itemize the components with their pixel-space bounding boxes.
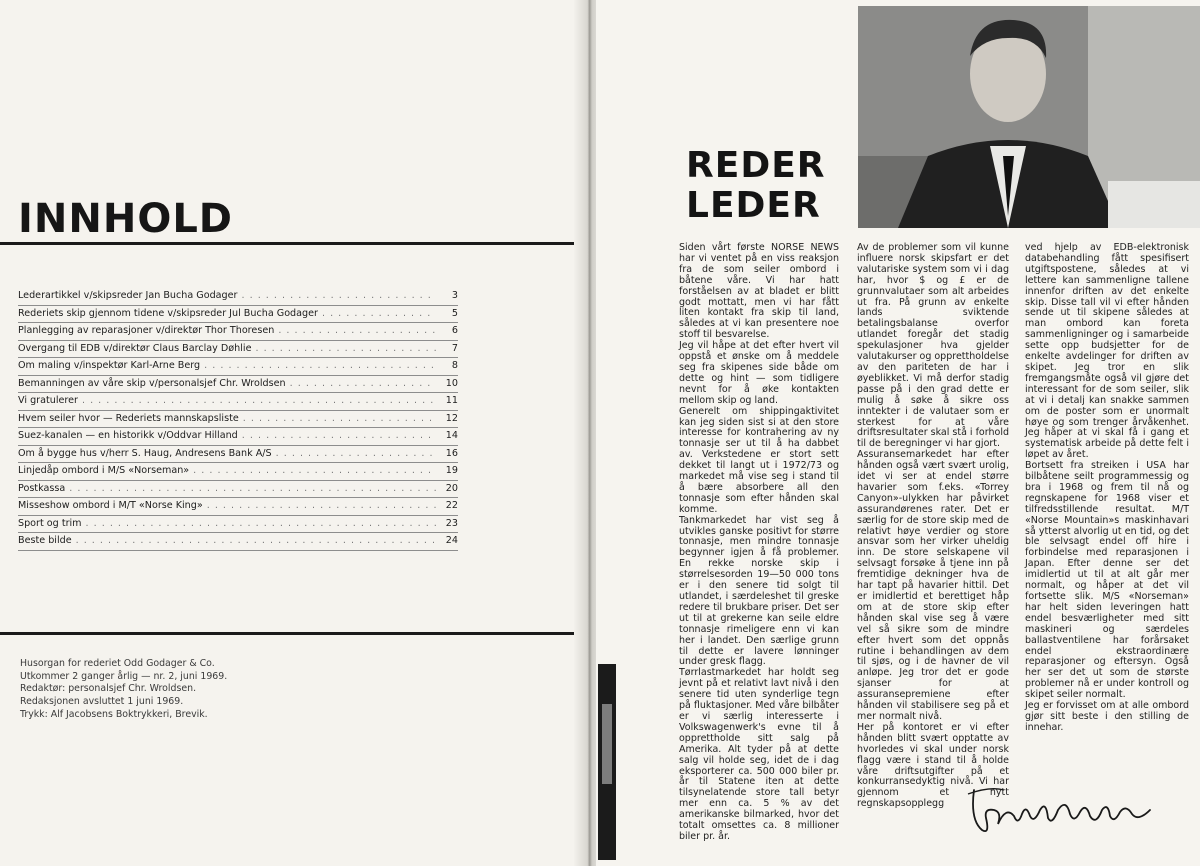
colophon — [20, 658, 227, 722]
toc-entry-title: Rederiets skip gjennom tidene v/skipsreder Jul Bucha Godager — [18, 307, 318, 319]
toc-entry-title: Lederartikkel v/skipsreder Jan Bucha Godager — [18, 290, 238, 301]
article-paragraph: Bortsett fra streiken i USA har bilbåtene seilt programmessig og bra i 1968 og frem til nå og regnskapene for 1968 viser et tilfredsstillende resultat. M/T «Norse Mountain»s maskinhavari så ytterst alvorlig ut en tid, og det ble selvsagt endel off hire i forbindelse med reparasjonen i Japan. Efter denne ser det imidlertid ut til at alt går mer normalt, og håper at det vil fortsette slik. M/S «Norseman» har helt siden leveringen hatt endel besværligheter med sitt maskineri og særdeles ballastventilene har forårsaket endel ekstraordinære reparasjoner og eftersyn. Også her ser det ut som de største problemer nå er under kontroll og skipet seiler normalt. — [1025, 460, 1189, 701]
toc-entry-page: 24 — [445, 535, 458, 546]
article-paragraph: Jeg er forvisset om at alle ombord gjør sitt beste i den stilling de innehar. — [1025, 700, 1189, 733]
toc-entry — [18, 288, 458, 306]
toc-leader-dots — [242, 290, 437, 301]
toc-entry — [18, 341, 458, 359]
toc-entry — [18, 428, 458, 446]
toc-entry-page: 23 — [445, 517, 458, 529]
colophon-line: Utkommer 2 ganger årlig — nr. 2, juni 1969. — [20, 670, 228, 682]
colophon-line: Trykk: Alf Jacobsens Boktrykkeri, Brevik. — [20, 708, 208, 720]
toc-leader-dots — [204, 360, 436, 371]
article-paragraph: Tankmarkedet har vist seg å utvikles ganske positivt for større tonnasje, men mindre tonnasje begynner igjen å få problemer. En rekke norske skip i størrelsesorden 19—50 000 tons er i den senere tid solgt til utlandet, i særdeleshet til greske redere til brukbare priser. Det ser ut til at grekerne kan seile eldre tonnasje rimeligere enn vi kan her i landet. Den særlige grunn til dette er lavere lønninger under gresk flagg. — [679, 514, 839, 668]
article-paragraph: Jeg vil håpe at det efter hvert vil oppstå et ønske om å meddele seg fra skipenes side både om dette og hint — som tidligere nevnt for å øke kontakten mellom skip og land. — [679, 340, 839, 406]
toc-entry — [18, 393, 458, 411]
toc-leader-dots — [76, 535, 436, 546]
article-paragraph: Her på kontoret er vi efter hånden blitt svært opptatte av hvorledes vi skal under norsk flagg være i stand til å holde våre driftsutgifter på et konkurransedyktig nivå. Vi har gjennom et nytt regnskapsopplegg — [857, 721, 1009, 810]
toc-entry — [18, 411, 458, 429]
toc-entry — [18, 481, 458, 499]
colophon-rule — [0, 632, 590, 635]
editorial-title — [686, 146, 826, 226]
title-rule — [0, 242, 590, 245]
toc-entry-title: Bemanningen av våre skip v/personalsjef Chr. Wroldsen — [18, 377, 286, 389]
toc-entry — [18, 376, 458, 394]
toc-entry-page: 22 — [445, 500, 458, 511]
signature-icon — [960, 780, 1160, 844]
toc-entry-title: Postkassa — [18, 482, 66, 494]
toc-leader-dots — [193, 465, 436, 476]
toc-leader-dots — [207, 500, 436, 511]
colophon-line: Redaktør: personalsjef Chr. Wroldsen. — [20, 683, 197, 695]
toc-entry-title: Sport og trim — [18, 517, 82, 529]
contents-title: INNHOLD — [18, 196, 234, 242]
toc-entry — [18, 463, 458, 481]
toc-entry-page: 6 — [451, 325, 458, 336]
editorial-title-line1: REDER — [686, 145, 826, 186]
toc-entry-page: 5 — [451, 307, 458, 319]
toc-entry-title: Vi gratulerer — [18, 395, 78, 406]
toc-entry-page: 7 — [451, 342, 458, 354]
toc-entry — [18, 533, 458, 551]
toc-entry-title: Linjedåp ombord i M/S «Norseman» — [18, 465, 190, 476]
article-paragraph: Siden vårt første NORSE NEWS har vi ventet på en viss reaksjon fra de som seiler ombord i båtene våre. Vi har hatt forståelsen av at bladet er blitt godt mottatt, men vi har fått liten kontakt fra skip til land, således at vi kan presentere noe stoff til besvarelse. — [679, 242, 839, 341]
toc-entry — [18, 323, 458, 341]
article-column-3 — [1025, 243, 1189, 734]
toc-entry-title: Planlegging av reparasjoner v/direktør Thor Thoresen — [18, 325, 275, 336]
portrait-photo — [858, 6, 1200, 228]
toc-entry-title: Overgang til EDB v/direktør Claus Barclay Døhlie — [18, 342, 252, 354]
toc-leader-dots — [242, 430, 436, 441]
toc-leader-dots — [86, 518, 436, 529]
toc-entry-page: 20 — [445, 482, 458, 494]
toc-entry-page: 11 — [445, 395, 458, 406]
article-paragraph: Generelt om shippingaktivitet kan jeg siden sist si at den store interesse for kontrahering av ny tonnasje ser ut til å ha dabbet av. Verkstedene er stort sett dekket til langt ut i 1972/73 og markedet må vise seg i stand til å bære absorbere all den tonnasje som efter hånden skal komme. — [679, 405, 839, 515]
toc-entry — [18, 358, 458, 376]
article-paragraph: Av de problemer som vil kunne influere norsk skipsfart er det valutariske system som vi i dag har, hvor $ og £ er de grunnvalutaer som alt arbeides ut fra. På grunn av enkelte lands sviktende betalingsbalanse overfor utlandet foregår det stadig spekulasjoner hva gjelder valutakurser og opprettholdelse av den pariteten de har i øyeblikket. Vi må derfor stadig passe på i den grad dette er mulig å søke å sikre oss inntekter i de valutaer som er sterkest for at våre driftsresultater skal stå i forhold til de beregninger vi har gjort. — [857, 242, 1010, 450]
toc-entry — [18, 306, 458, 324]
toc-entry — [18, 446, 458, 464]
article-paragraph: Assuransemarkedet har efter hånden også vært svært urolig, idet vi ser at endel større havarier som f.eks. «Torrey Canyon»-ulykken har påvirket assurandørenes rater. Det er særlig for de store skip med de relativt høye verdier og store ansvar som her virker uheldig inn. De store selskapene vil selvsagt forsøke å tjene inn på fremtidige dekninger hva de har tapt på havarier hittil. Det er imidlertid et berettiget håp om at de store skip efter hånden skal vise seg å være vel så sikre som de mindre efter hvert som det oppnås rutine i behandlingen av dem til sjøs, og i de havner de vil anløpe. Jeg tror det er gode sjanser for at assuransepremiene efter hånden vil stabilisere seg på et mer normalt nivå. — [857, 449, 1009, 722]
toc-entry-title: Suez-kanalen — en historikk v/Oddvar Hilland — [18, 430, 238, 441]
toc-entry — [18, 516, 458, 534]
toc-entry-page: 8 — [451, 360, 458, 371]
toc-leader-dots — [255, 343, 436, 354]
toc-entry — [18, 498, 458, 516]
article-column-1 — [679, 243, 839, 843]
article-column-2 — [857, 243, 1009, 810]
colophon-line: Husorgan for rederiet Odd Godager & Co. — [20, 658, 215, 669]
toc-leader-dots — [278, 325, 436, 336]
toc-entry-title: Misseshow ombord i M/T «Norse King» — [18, 500, 203, 511]
toc-entry-page: 19 — [445, 465, 458, 476]
toc-entry-title: Om maling v/inspektør Karl-Arne Berg — [18, 360, 201, 371]
toc-leader-dots — [82, 395, 436, 406]
article-paragraph: Tørrlastmarkedet har holdt seg jevnt på et relativt lavt nivå i den senere tid uten synderlige tegn på fluktasjoner. Med våre bilbåter er vi særlig interesserte i Volkswagenwerk's evne til å opprettholde sitt salg på Amerika. Alt tyder på at dette salg vil holde seg, idet de i dag eksporterer ca. 500 000 biler pr. år til Statene iten at dette tilsynelatende store tall betyr mer enn ca. 5 % av det amerikanske bilmarked, hvor det totalt omsettes ca. 8 millioner biler pr. år. — [679, 667, 839, 842]
toc-leader-dots — [243, 413, 436, 424]
show-through-print — [250, 40, 287, 138]
portrait-photo-icon — [858, 6, 1200, 228]
toc-entry-page: 16 — [445, 447, 458, 459]
editorial-title-line2: LEDER — [686, 185, 821, 226]
toc-entry-title: Om å bygge hus v/herr S. Haug, Andresens Bank A/S — [18, 447, 272, 459]
article-paragraph: ved hjelp av EDB-elektronisk databehandling fått spesifisert utgiftspostene, således at vi lettere kan sammenligne tallene innenfor driften av det enkelte skip. Disse tall vil vi efter hånden sende ut til skipene således at man ombord kan foreta sammenligninger og i samarbeide sette opp budsjetter for de enkelte avdelinger for driften av skipet. Jeg tror en slik fremgangsmåte også vil gjøre det interessant for de som seiler, slik at vi i detalj kan snakke sammen om de poster som er unormalt høye og som trenger årvåkenhet. Jeg håper at vi skal få i gang et systematisk arbeide på dette felt i løpet av året. — [1025, 242, 1189, 461]
toc-entry-title: Beste bilde — [18, 535, 72, 546]
toc-leader-dots — [69, 483, 436, 494]
left-page — [0, 0, 590, 866]
toc-entry-page: 14 — [445, 430, 458, 441]
toc-leader-dots — [290, 378, 436, 389]
toc-entry-page: 3 — [451, 290, 458, 301]
film-strip-edge — [598, 664, 616, 860]
toc-entry-title: Hvem seiler hvor — Rederiets mannskapsliste — [18, 412, 239, 424]
toc-entry-page: 12 — [445, 412, 458, 424]
toc-entry-page: 10 — [445, 377, 458, 389]
toc-leader-dots — [322, 308, 436, 319]
table-of-contents — [18, 288, 458, 551]
colophon-line: Redaksjonen avsluttet 1 juni 1969. — [20, 696, 184, 708]
toc-leader-dots — [276, 448, 436, 459]
